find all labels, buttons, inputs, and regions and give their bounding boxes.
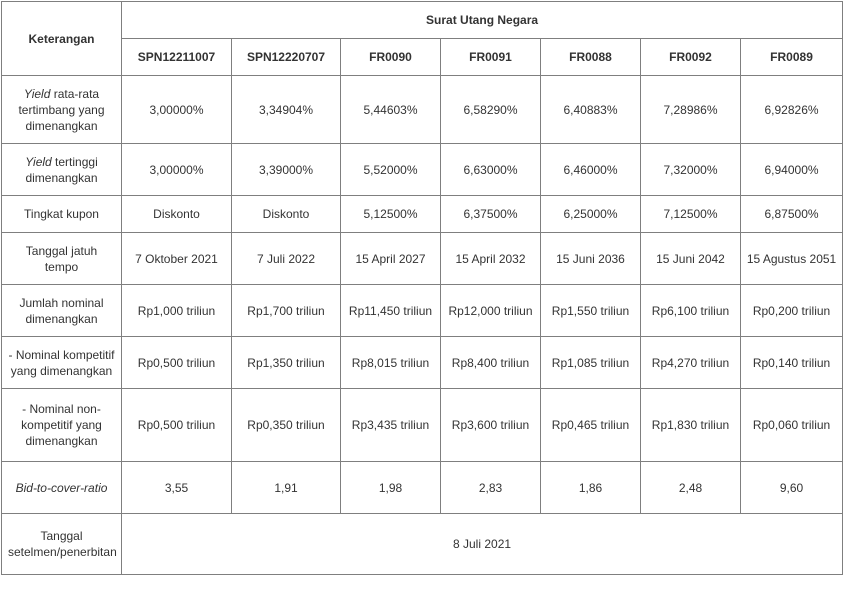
table-cell: Rp4,270 triliun: [641, 337, 741, 389]
code-header: FR0092: [641, 39, 741, 76]
table-cell: 2,83: [441, 462, 541, 514]
table-cell: Rp0,200 triliun: [741, 285, 843, 337]
table-cell: Rp0,140 triliun: [741, 337, 843, 389]
row-label-italic: Yield: [25, 154, 52, 169]
table-cell: 6,25000%: [541, 196, 641, 233]
row-label-rest: rata-rata tertimbang yang dimenangkan: [18, 86, 105, 133]
table-cell: Rp3,600 triliun: [441, 389, 541, 462]
table-cell: Rp1,085 triliun: [541, 337, 641, 389]
maturity-row: [2, 233, 843, 285]
table-cell: 5,44603%: [341, 76, 441, 144]
code-header: FR0088: [541, 39, 641, 76]
table-cell: Rp0,500 triliun: [122, 389, 232, 462]
table-cell: 6,58290%: [441, 76, 541, 144]
row-label: Tanggal setelmen/penerbitan: [2, 514, 122, 575]
table-cell: 6,87500%: [741, 196, 843, 233]
table-cell: 1,98: [341, 462, 441, 514]
row-label-italic: Yield: [23, 86, 51, 101]
noncompetitive-nominal-row: [2, 389, 843, 462]
table-cell: 2,48: [641, 462, 741, 514]
table-cell: 6,46000%: [541, 144, 641, 196]
table-cell: Diskonto: [122, 196, 232, 233]
table-cell: 9,60: [741, 462, 843, 514]
row-label: [2, 462, 122, 514]
row-label: [2, 76, 122, 144]
table-cell: Rp1,000 triliun: [122, 285, 232, 337]
table-cell: Rp8,015 triliun: [341, 337, 441, 389]
table-cell: 15 Agustus 2051: [741, 233, 843, 285]
table-cell: 15 April 2032: [441, 233, 541, 285]
code-header-row: [2, 39, 843, 76]
table-cell: 1,86: [541, 462, 641, 514]
coupon-row: [2, 196, 843, 233]
table-cell: 1,91: [232, 462, 341, 514]
table-cell: Rp1,350 triliun: [232, 337, 341, 389]
table-cell: 3,39000%: [232, 144, 341, 196]
table-cell: Rp11,450 triliun: [341, 285, 441, 337]
row-label: - Nominal kompetitif yang dimenangkan: [2, 337, 122, 389]
keterangan-header: Keterangan: [2, 2, 122, 76]
table-cell: Rp0,465 triliun: [541, 389, 641, 462]
table-cell: 3,00000%: [122, 144, 232, 196]
table-cell: 6,40883%: [541, 76, 641, 144]
table-cell: 6,63000%: [441, 144, 541, 196]
sun-auction-table: [1, 1, 843, 575]
table-cell: 6,92826%: [741, 76, 843, 144]
table-cell: 15 Juni 2036: [541, 233, 641, 285]
table-cell: 6,37500%: [441, 196, 541, 233]
table-cell: 7,12500%: [641, 196, 741, 233]
table-cell: Rp0,350 triliun: [232, 389, 341, 462]
table-cell: 3,55: [122, 462, 232, 514]
settlement-date: 8 Juli 2021: [122, 514, 843, 575]
table-cell: 7,32000%: [641, 144, 741, 196]
table-cell: Rp0,500 triliun: [122, 337, 232, 389]
table-cell: 6,94000%: [741, 144, 843, 196]
table-cell: Rp1,830 triliun: [641, 389, 741, 462]
table-cell: Rp12,000 triliun: [441, 285, 541, 337]
row-label: Tanggal jatuh tempo: [2, 233, 122, 285]
table-cell: 7 Juli 2022: [232, 233, 341, 285]
code-header: SPN12211007: [122, 39, 232, 76]
row-label-rest: tertinggi dimenangkan: [25, 154, 98, 185]
table-cell: 3,34904%: [232, 76, 341, 144]
table-cell: Rp3,435 triliun: [341, 389, 441, 462]
competitive-nominal-row: [2, 337, 843, 389]
row-label: - Nominal non-kompetitif yang dimenangkan: [2, 389, 122, 462]
yield-avg-row: [2, 76, 843, 144]
row-label: Tingkat kupon: [2, 196, 122, 233]
table-cell: Rp1,550 triliun: [541, 285, 641, 337]
total-nominal-row: [2, 285, 843, 337]
code-header: FR0089: [741, 39, 843, 76]
table-cell: 5,12500%: [341, 196, 441, 233]
table-cell: 7,28986%: [641, 76, 741, 144]
row-label: [2, 144, 122, 196]
table-cell: Rp6,100 triliun: [641, 285, 741, 337]
yield-max-row: [2, 144, 843, 196]
header-row: [2, 2, 843, 39]
table-cell: Rp0,060 triliun: [741, 389, 843, 462]
table-cell: 7 Oktober 2021: [122, 233, 232, 285]
code-header: FR0090: [341, 39, 441, 76]
table-cell: 15 Juni 2042: [641, 233, 741, 285]
code-header: FR0091: [441, 39, 541, 76]
row-label: Jumlah nominal dimenangkan: [2, 285, 122, 337]
table-cell: Rp1,700 triliun: [232, 285, 341, 337]
group-title-header: Surat Utang Negara: [122, 2, 843, 39]
table-cell: 15 April 2027: [341, 233, 441, 285]
table-cell: 5,52000%: [341, 144, 441, 196]
table-cell: 3,00000%: [122, 76, 232, 144]
table-cell: Rp8,400 triliun: [441, 337, 541, 389]
bid-to-cover-row: [2, 462, 843, 514]
row-label-italic: Bid-to-cover-ratio: [15, 480, 108, 495]
settlement-row: [2, 514, 843, 575]
table-cell: Diskonto: [232, 196, 341, 233]
code-header: SPN12220707: [232, 39, 341, 76]
